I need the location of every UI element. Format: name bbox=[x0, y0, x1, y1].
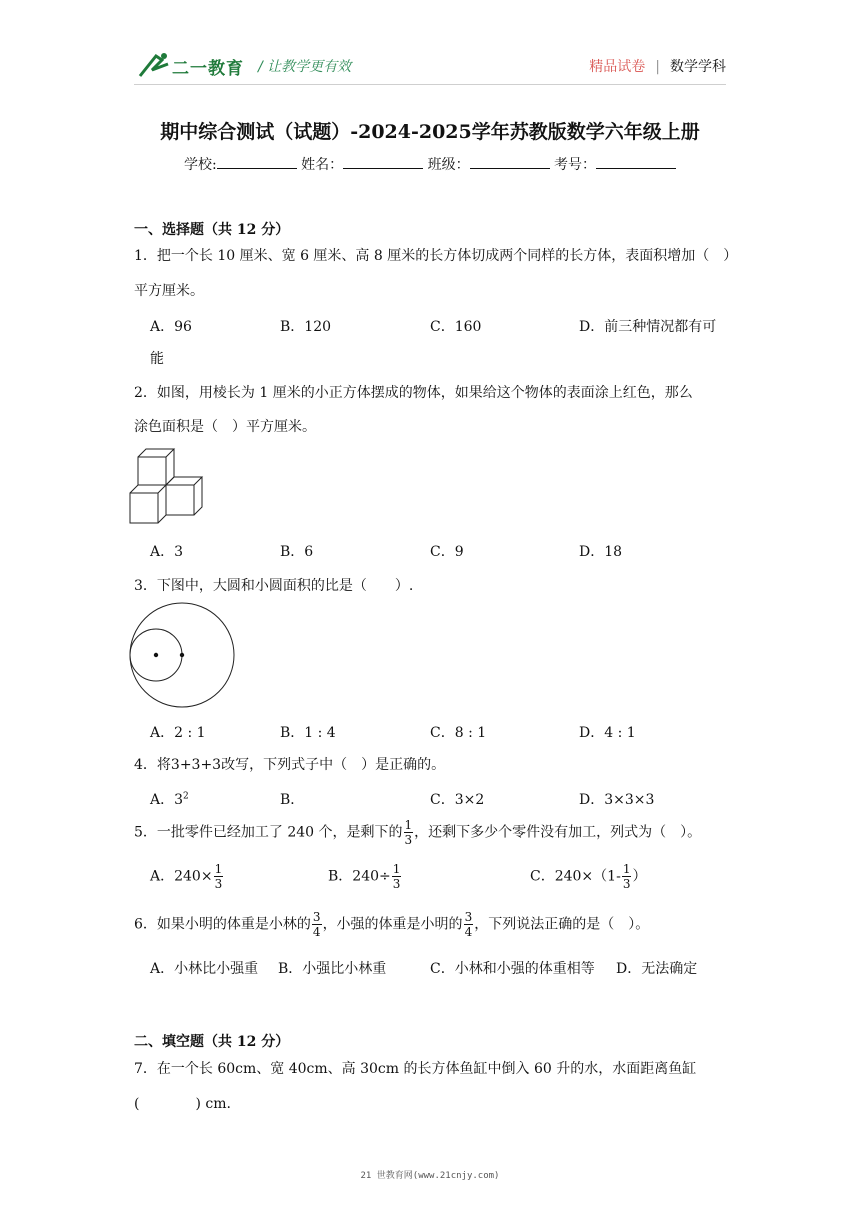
q4-option-b[interactable]: B． bbox=[280, 792, 305, 808]
q5-option-b[interactable] bbox=[328, 862, 402, 891]
q6-option-a[interactable]: A．小林比小强重 bbox=[150, 961, 259, 977]
q2-option-a[interactable]: A．3 bbox=[150, 544, 184, 560]
q1-option-d-cont: 能 bbox=[150, 351, 164, 367]
question-2-text-2: 涂色面积是（ ）平方厘米。 bbox=[134, 419, 316, 435]
q3-option-d[interactable]: D．4 : 1 bbox=[579, 725, 636, 741]
q6-option-d[interactable]: D．无法确定 bbox=[616, 961, 698, 977]
q1-option-a[interactable]: A．96 bbox=[150, 319, 192, 335]
q5-text-pre: 5．一批零件已经加工了 240 个，是剩下的 bbox=[134, 824, 403, 841]
q6-option-b[interactable]: B．小强比小林重 bbox=[278, 961, 387, 977]
student-info bbox=[0, 154, 860, 174]
subject-label: 数学学科 bbox=[670, 59, 726, 75]
q6-fraction-1 bbox=[312, 910, 322, 939]
section-title-2: 二、填空题（共 12 分） bbox=[134, 1034, 290, 1050]
question-3-text: 3．下图中，大圆和小圆面积的比是（ ）. bbox=[134, 578, 414, 594]
question-7-text-2: ( ) cm. bbox=[134, 1096, 231, 1112]
page-title: 期中综合测试（试题）-2024-2025学年苏教版数学六年级上册 bbox=[160, 121, 700, 143]
q5-option-b-text: B．240÷ bbox=[328, 868, 391, 885]
q3-option-c[interactable]: C．8 : 1 bbox=[430, 725, 487, 741]
school-label: 学校: bbox=[183, 157, 217, 173]
q1-option-d[interactable]: D．前三种情况都有可 bbox=[579, 319, 717, 335]
q6-option-c[interactable]: C．小林和小强的体重相等 bbox=[430, 961, 595, 977]
footer: 21 世教育网(www.21cnjy.com) bbox=[360, 1171, 500, 1181]
q5-frac-den: 3 bbox=[404, 833, 413, 847]
q5-option-c[interactable] bbox=[530, 862, 646, 891]
q1-option-b[interactable]: B．120 bbox=[280, 319, 332, 335]
question-1-text: 1．把一个长 10 厘米、宽 6 厘米、高 8 厘米的长方体切成两个同样的长方体，表面积增加（ ） bbox=[134, 248, 738, 264]
q5-frac-num: 1 bbox=[404, 818, 413, 832]
school-field[interactable] bbox=[217, 156, 297, 169]
question-1-text-2: 平方厘米。 bbox=[134, 283, 204, 299]
cubes-figure bbox=[128, 448, 208, 524]
name-label: 姓名： bbox=[301, 157, 344, 173]
q4-option-a-base: A．3 bbox=[150, 792, 184, 808]
brand-separator: | bbox=[655, 59, 660, 75]
q4-option-a-exponent: 2 bbox=[183, 791, 189, 802]
q4-option-c[interactable]: C．3×2 bbox=[430, 792, 485, 808]
question-2-text: 2．如图，用棱长为 1 厘米的小正方体摆成的物体，如果给这个物体的表面涂上红色，那么 bbox=[134, 385, 693, 401]
q2-option-d[interactable]: D．18 bbox=[579, 544, 623, 560]
question-7-text: 7．在一个长 60cm、宽 40cm、高 30cm 的长方体鱼缸中倒入 60 升的水，水面距离鱼缸 bbox=[134, 1061, 697, 1077]
circles-figure bbox=[128, 601, 238, 711]
class-field[interactable] bbox=[470, 156, 550, 169]
q5-option-a-text: A．240× bbox=[150, 868, 213, 885]
exam-no-label: 考号： bbox=[554, 157, 597, 173]
q5-fraction bbox=[404, 818, 414, 847]
q5-option-c-end: ） bbox=[632, 868, 647, 885]
q1-option-c[interactable]: C．160 bbox=[430, 319, 482, 335]
q6-frac1-den: 4 bbox=[312, 925, 321, 939]
q6-frac1-num: 3 bbox=[312, 910, 321, 924]
q5-option-a[interactable] bbox=[150, 862, 224, 891]
section-title-1: 一、选择题（共 12 分） bbox=[134, 222, 290, 238]
q5b-den: 3 bbox=[392, 877, 401, 891]
logo-text: 二一教育 bbox=[172, 59, 244, 79]
header-divider bbox=[134, 84, 726, 85]
brand-highlight: 精品试卷 bbox=[589, 59, 646, 75]
q4-option-d[interactable]: D．3×3×3 bbox=[579, 792, 655, 808]
q4-option-a[interactable] bbox=[150, 789, 189, 809]
brand-right bbox=[589, 56, 726, 76]
name-field[interactable] bbox=[343, 156, 423, 169]
q5-option-c-text: C．240×（1- bbox=[530, 868, 621, 885]
q5b-num: 1 bbox=[392, 862, 401, 876]
q2-option-c[interactable]: C．9 bbox=[430, 544, 464, 560]
q5-option-b-frac bbox=[392, 862, 402, 891]
q5-text-post: ，还剩下多少个零件没有加工，列式为（ ）。 bbox=[414, 824, 702, 841]
q6-text-pre: 6．如果小明的体重是小林的 bbox=[134, 916, 311, 933]
q5a-den: 3 bbox=[214, 877, 223, 891]
q5c-num: 1 bbox=[622, 862, 631, 876]
q5-option-a-frac bbox=[214, 862, 224, 891]
q6-fraction-2 bbox=[464, 910, 474, 939]
q3-option-a[interactable]: A．2 : 1 bbox=[150, 725, 206, 741]
slogan: / 让教学更有效 bbox=[258, 59, 352, 75]
question-5 bbox=[134, 818, 754, 847]
q6-text-mid: ，小强的体重是小明的 bbox=[322, 916, 463, 933]
q5a-num: 1 bbox=[214, 862, 223, 876]
question-4-text: 4．将3+3+3改写，下列式子中（ ）是正确的。 bbox=[134, 757, 446, 773]
q5c-den: 3 bbox=[622, 877, 631, 891]
q5-option-c-frac bbox=[622, 862, 632, 891]
question-6 bbox=[134, 910, 754, 939]
q2-option-b[interactable]: B．6 bbox=[280, 544, 314, 560]
q6-frac2-num: 3 bbox=[464, 910, 473, 924]
class-label: 班级： bbox=[427, 157, 470, 173]
q6-text-post: ，下列说法正确的是（ ）。 bbox=[474, 916, 650, 933]
q3-option-b[interactable]: B．1 : 4 bbox=[280, 725, 336, 741]
exam-no-field[interactable] bbox=[596, 156, 676, 169]
q6-frac2-den: 4 bbox=[464, 925, 473, 939]
